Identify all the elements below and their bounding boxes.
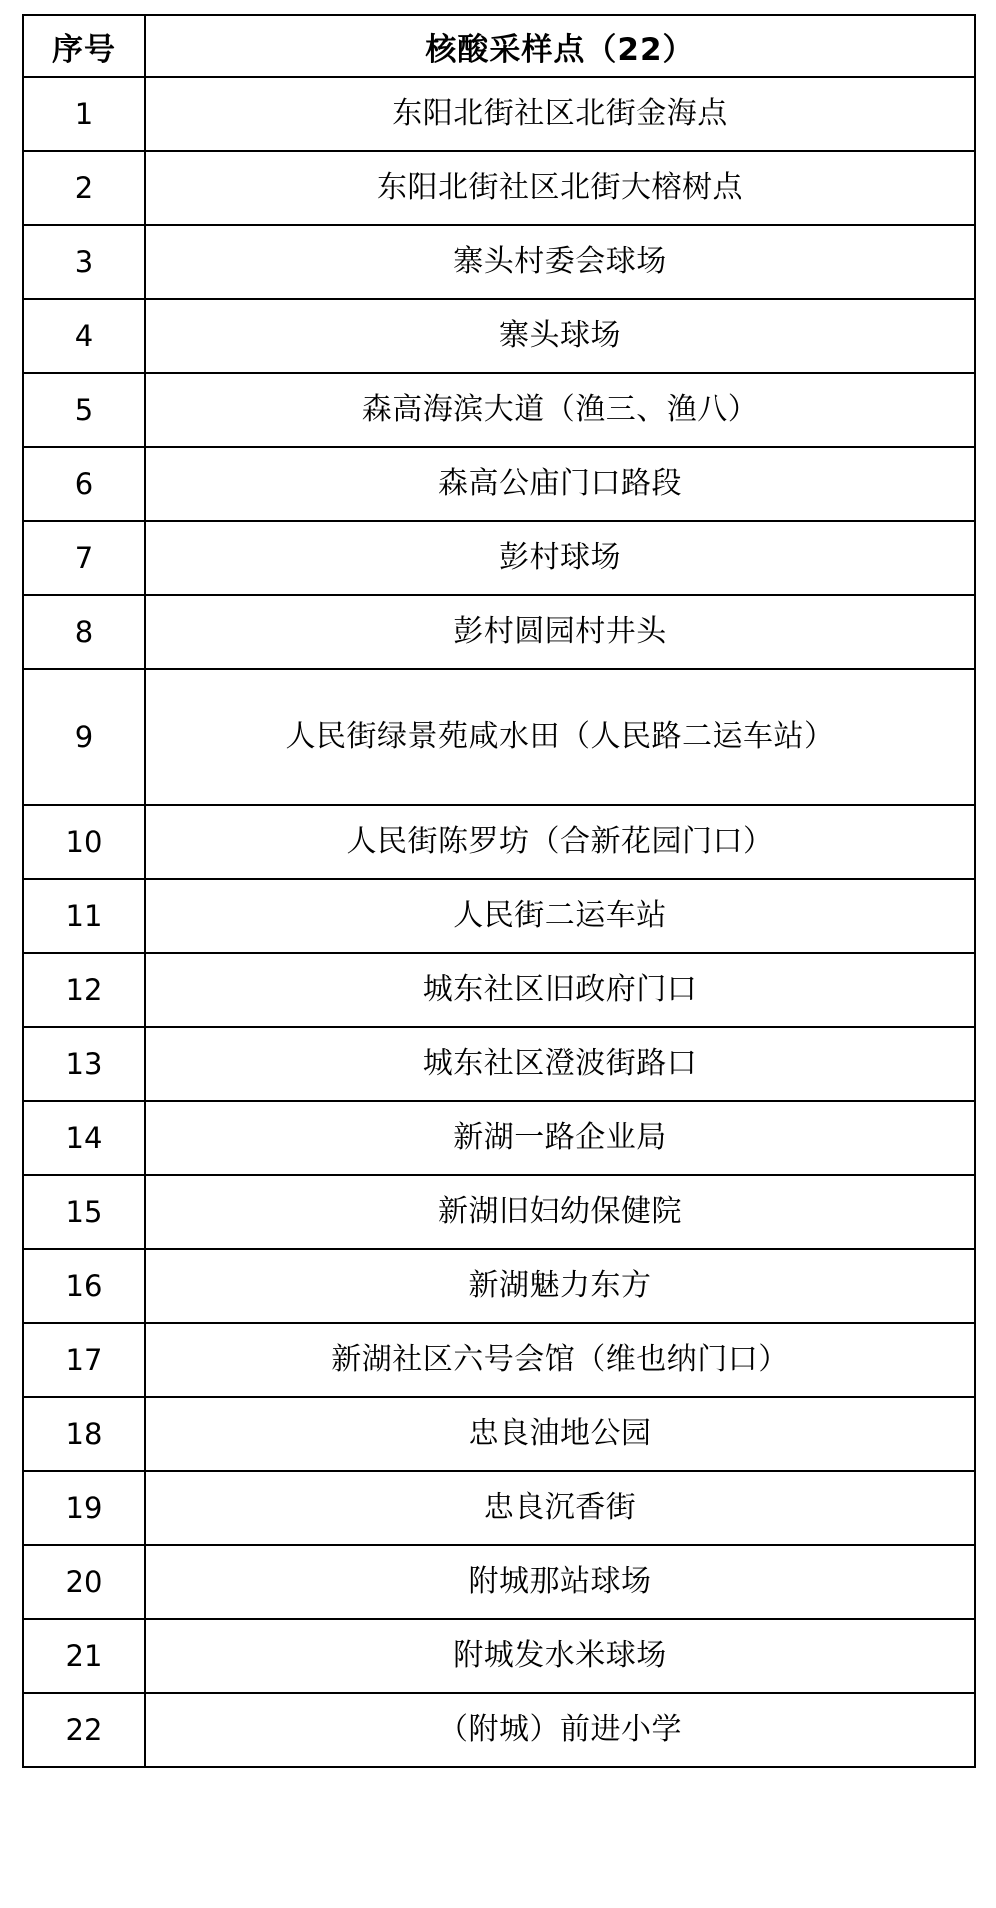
row-index-cell: 3: [23, 225, 145, 299]
table-row: [23, 1175, 975, 1249]
sampling-point-name-cell: 新湖旧妇幼保健院: [145, 1175, 975, 1249]
table-row: [23, 805, 975, 879]
sampling-point-name-cell: （附城）前进小学: [145, 1693, 975, 1767]
sampling-point-name-cell: 新湖魅力东方: [145, 1249, 975, 1323]
table-row: [23, 447, 975, 521]
table-row: [23, 225, 975, 299]
row-index-cell: 6: [23, 447, 145, 521]
row-index-cell: 17: [23, 1323, 145, 1397]
sampling-point-name-cell: 忠良沉香街: [145, 1471, 975, 1545]
table-header-row: [23, 15, 975, 77]
table-header: [23, 15, 975, 77]
row-index-cell: 22: [23, 1693, 145, 1767]
table-row: [23, 595, 975, 669]
table-row: [23, 1323, 975, 1397]
row-index-cell: 18: [23, 1397, 145, 1471]
column-header-index: 序号: [23, 15, 145, 77]
table-row: [23, 521, 975, 595]
nucleic-acid-sampling-points-table: [22, 14, 976, 1768]
row-index-cell: 5: [23, 373, 145, 447]
table-row: [23, 373, 975, 447]
row-index-cell: 2: [23, 151, 145, 225]
table-row: [23, 1027, 975, 1101]
sampling-point-name-cell: 人民街绿景苑咸水田（人民路二运车站）: [145, 669, 975, 805]
sampling-point-name-cell: 彭村圆园村井头: [145, 595, 975, 669]
table-row: [23, 1397, 975, 1471]
table-row: [23, 879, 975, 953]
sampling-point-name-cell: 附城那站球场: [145, 1545, 975, 1619]
row-index-cell: 8: [23, 595, 145, 669]
sampling-point-name-cell: 彭村球场: [145, 521, 975, 595]
table-row: [23, 1693, 975, 1767]
column-header-name: 核酸采样点（22）: [145, 15, 975, 77]
table-row: [23, 1249, 975, 1323]
sampling-point-name-cell: 人民街二运车站: [145, 879, 975, 953]
row-index-cell: 7: [23, 521, 145, 595]
sampling-point-name-cell: 新湖一路企业局: [145, 1101, 975, 1175]
row-index-cell: 16: [23, 1249, 145, 1323]
table-row: [23, 151, 975, 225]
row-index-cell: 15: [23, 1175, 145, 1249]
sampling-point-name-cell: 东阳北街社区北街大榕树点: [145, 151, 975, 225]
sampling-point-name-cell: 森高海滨大道（渔三、渔八）: [145, 373, 975, 447]
table-row: [23, 669, 975, 805]
sampling-point-name-cell: 新湖社区六号会馆（维也纳门口）: [145, 1323, 975, 1397]
row-index-cell: 9: [23, 669, 145, 805]
row-index-cell: 11: [23, 879, 145, 953]
sampling-point-name-cell: 森高公庙门口路段: [145, 447, 975, 521]
sampling-point-name-cell: 忠良油地公园: [145, 1397, 975, 1471]
row-index-cell: 13: [23, 1027, 145, 1101]
row-index-cell: 19: [23, 1471, 145, 1545]
sampling-point-name-cell: 城东社区旧政府门口: [145, 953, 975, 1027]
table-row: [23, 77, 975, 151]
row-index-cell: 21: [23, 1619, 145, 1693]
row-index-cell: 4: [23, 299, 145, 373]
table-row: [23, 1471, 975, 1545]
row-index-cell: 20: [23, 1545, 145, 1619]
sampling-point-name-cell: 东阳北街社区北街金海点: [145, 77, 975, 151]
row-index-cell: 1: [23, 77, 145, 151]
table-row: [23, 1101, 975, 1175]
sampling-point-name-cell: 附城发水米球场: [145, 1619, 975, 1693]
table-body: [23, 77, 975, 1767]
table-row: [23, 953, 975, 1027]
row-index-cell: 10: [23, 805, 145, 879]
row-index-cell: 12: [23, 953, 145, 1027]
sampling-point-name-cell: 城东社区澄波街路口: [145, 1027, 975, 1101]
sampling-point-name-cell: 人民街陈罗坊（合新花园门口）: [145, 805, 975, 879]
table-row: [23, 1545, 975, 1619]
table-row: [23, 299, 975, 373]
sampling-point-name-cell: 寨头村委会球场: [145, 225, 975, 299]
table-row: [23, 1619, 975, 1693]
sampling-point-name-cell: 寨头球场: [145, 299, 975, 373]
row-index-cell: 14: [23, 1101, 145, 1175]
